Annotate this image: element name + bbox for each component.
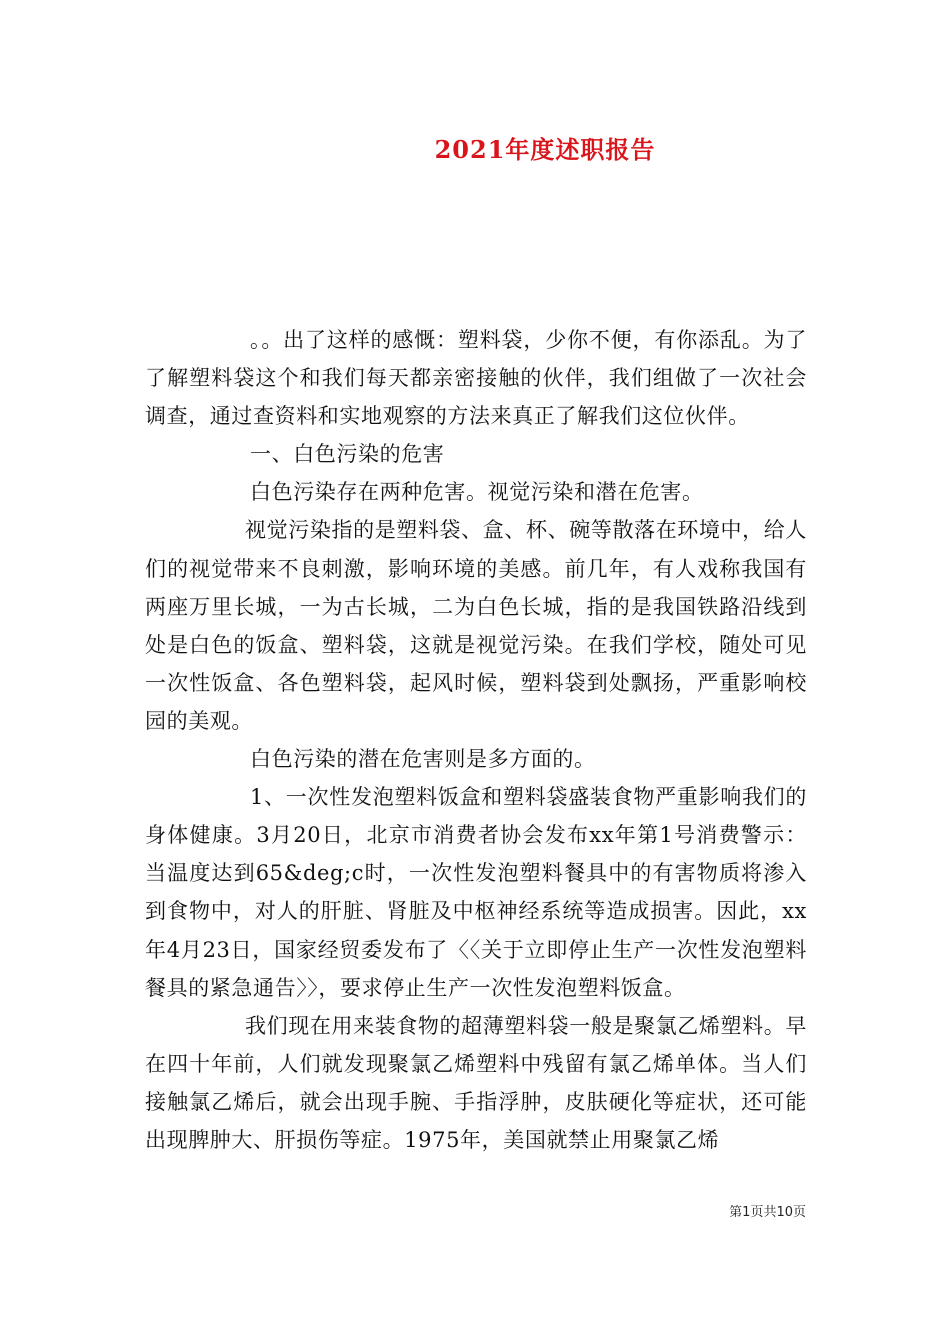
paragraph-intro: 。。出了这样的感慨：塑料袋，少你不便，有你添乱。为了了解塑料袋这个和我们每天都亲密接触的伙伴，我们组做了一次社会调查，通过查资料和实地观察的方法来真正了解我们这位伙伴。 (145, 328, 807, 429)
paragraph-pvc-bags: 我们现在用来装食物的超薄塑料袋一般是聚氯乙烯塑料。早在四十年前，人们就发现聚氯乙烯塑料中残留有氯乙烯单体。当人们接触氯乙烯后，就会出现手腕、手指浮肿，皮肤硬化等症状，还可能出现脾肿大、肝损伤等症。1975年，美国就禁止用聚氯乙烯 (145, 1013, 807, 1152)
paragraph-visual-pollution: 视觉污染指的是塑料袋、盒、杯、碗等散落在环境中，给人们的视觉带来不良刺激，影响环境的美感。前几年，有人戏称我国有两座万里长城，一为古长城，二为白色长城，指的是我国铁路沿线到处是白色的饭盒、塑料袋，这就是视觉污染。在我们学校，随处可见一次性饭盒、各色塑料袋，起风时候，塑料袋到处飘扬，严重影响校园的美观。 (145, 518, 807, 733)
paragraph-two-hazards: 白色污染存在两种危害。视觉污染和潜在危害。 (250, 480, 704, 505)
section-heading: 一、白色污染的危害 (250, 442, 445, 467)
paragraph-latent-hazards: 白色污染的潜在危害则是多方面的。 (250, 747, 596, 772)
document-body (145, 321, 807, 1159)
document-title: 2021年度述职报告 (434, 135, 656, 164)
page-number: 第1页共10页 (729, 1205, 806, 1220)
paragraph-foam-boxes: 1、一次性发泡塑料饭盒和塑料袋盛装食物严重影响我们的身体健康。3月20日，北京市消费者协会发布xx年第1号消费警示：当温度达到65&deg;c时，一次性发泡塑料餐具中的有害物质将渗入到食物中，对人的肝脏、肾脏及中枢神经系统等造成损害。因此，xx年4月23日，国家经贸委发布了〈〈关于立即停止生产一次性发泡塑料餐具的紧急通告〉〉，要求停止生产一次性发泡塑料饭盒。 (145, 785, 807, 1000)
